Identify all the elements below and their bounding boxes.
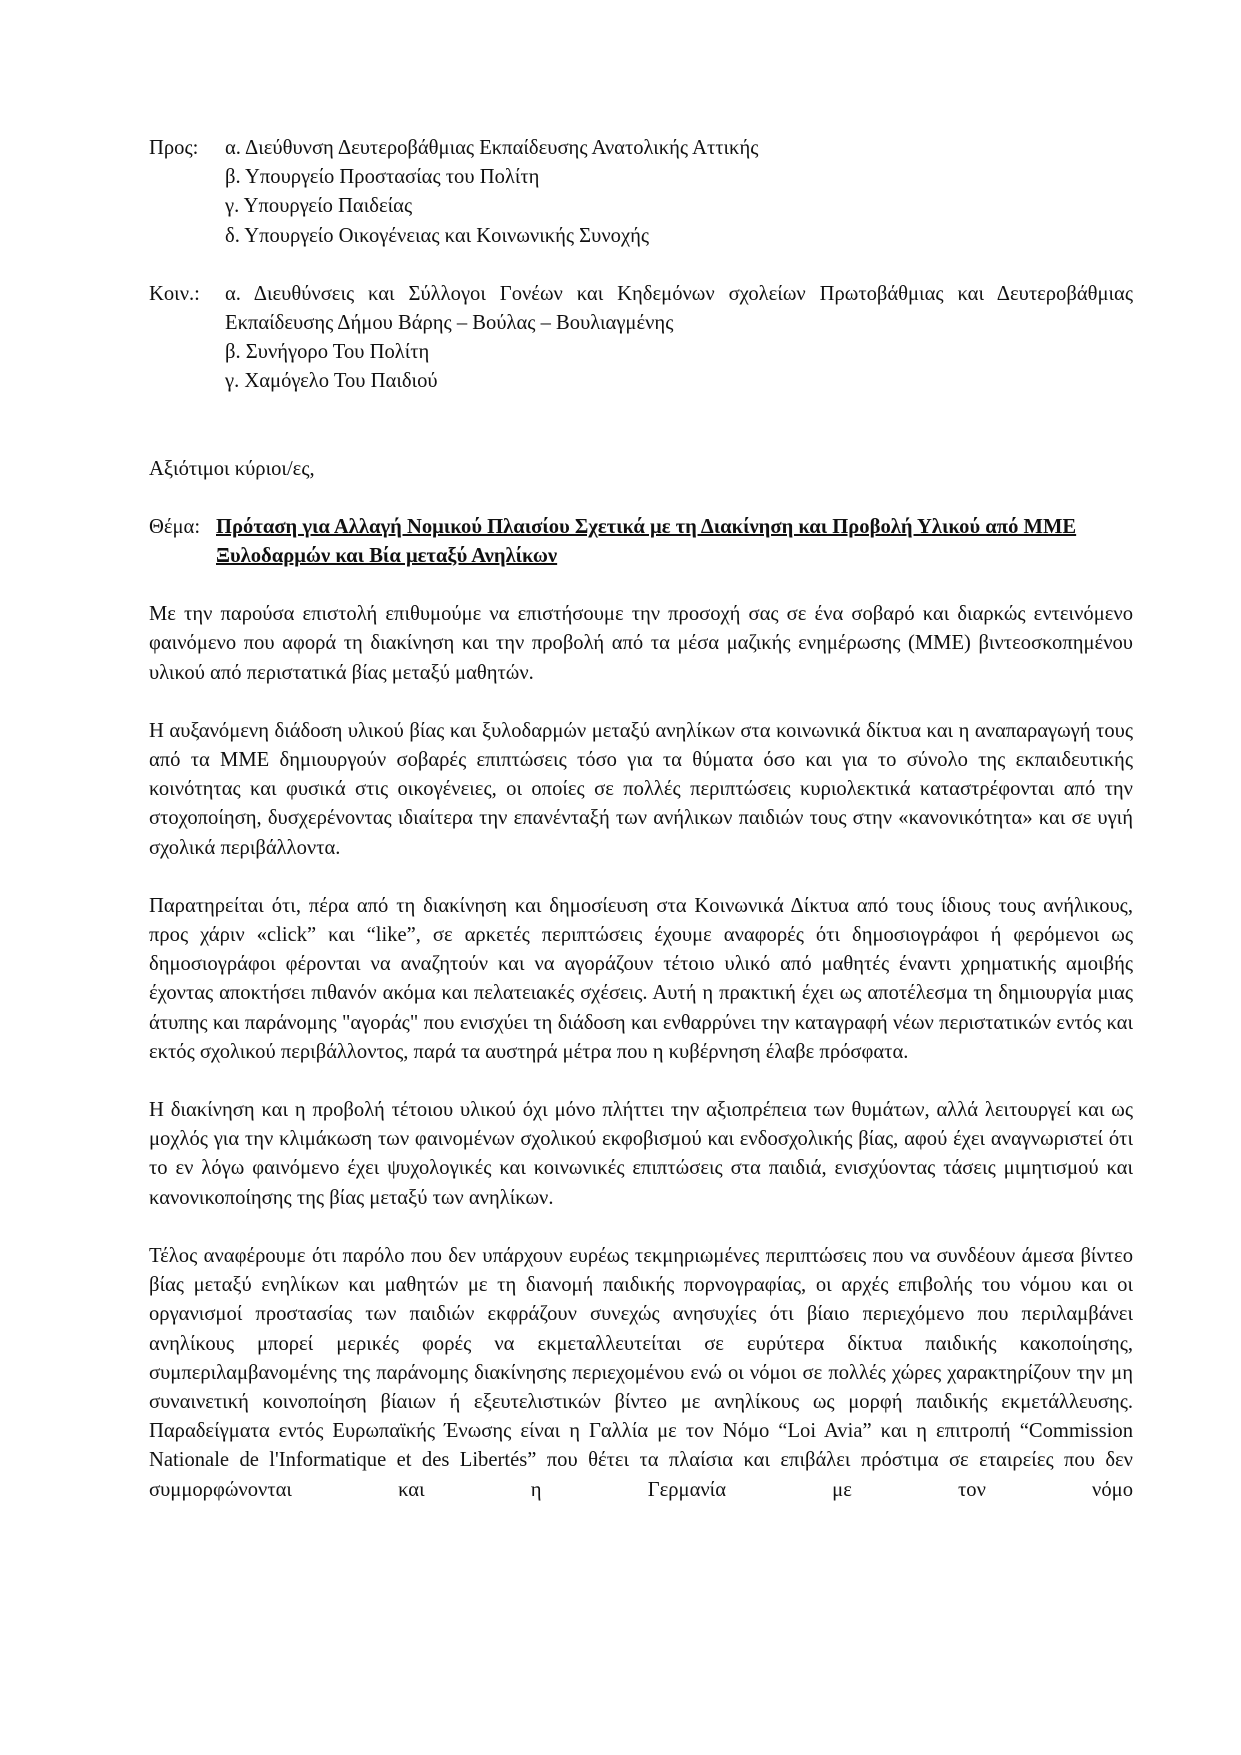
cc-item: γ. Χαμόγελο Του Παιδιού [225,370,438,393]
body-paragraph: Με την παρούσα επιστολή επιθυμούμε να επιστήσουμε την προσοχή σας σε ένα σοβαρό και διαρκώς εντεινόμενο φαινόμενο που αφορά τη διακίνηση και την προβολή από τα μέσα μαζικής ενημέρωσης (ΜΜΕ) βιντεοσκοπημένου υλικού από περιστατικά βίας μεταξύ μαθητών. [149,603,1133,684]
to-list [225,134,1133,251]
to-item: α. Διεύθυνση Δευτεροβάθμιας Εκπαίδευσης Ανατολικής Αττικής [225,137,759,159]
cc-label: Κοιν.: [149,282,200,305]
to-block [149,134,1133,251]
subject-text: Πρόταση για Αλλαγή Νομικού Πλαισίου Σχετικά με τη Διακίνηση και Προβολή Υλικού από ΜΜΕ Ξυλοδαρμών και Βία μεταξύ Ανηλίκων [216,515,1077,568]
subject-label: Θέμα: [149,515,201,538]
document-page [149,134,1133,1505]
to-item: β. Υπουργείο Προστασίας του Πολίτη [225,166,540,189]
to-label: Προς: [149,137,199,159]
cc-block [149,280,1133,397]
subject-line [149,513,1133,571]
cc-item: α. Διευθύνσεις και Σύλλογοι Γονέων και Κηδεμόνων σχολείων Πρωτοβάθμιας και Δευτεροβάθμιας Εκπαίδευσης Δήμου Βάρης – Βούλας – Βουλιαγμένης [225,282,1133,335]
cc-item: β. Συνήγορο Του Πολίτη [225,341,430,364]
body-paragraph: Η αυξανόμενη διάδοση υλικού βίας και ξυλοδαρμών μεταξύ ανηλίκων στα κοινωνικά δίκτυα και η αναπαραγωγή τους από τα ΜΜΕ δημιουργούν σοβαρές επιπτώσεις τόσο για τα θύματα όσο και για το σύνολο της εκπαιδευτικής κοινότητας και φυσικά στις οικογένειες, οι οποίες σε πολλές περιπτώσεις κυριολεκτικά καταστρέφονται από την στοχοποίηση, δυσχερένοντας ιδιαίτερα την επανένταξή των ανήλικων παιδιών τους στην «κανονικότητα» και σε υγιή σχολικά περιβάλλοντα. [149,719,1133,859]
body-paragraph: Παρατηρείται ότι, πέρα από τη διακίνηση και δημοσίευση στα Κοινωνικά Δίκτυα από τους ίδιους τους ανήλικους, προς χάριν «click” και “like”, σε αρκετές περιπτώσεις έχουμε αναφορές ότι δημοσιογράφοι ή φερόμενοι ως δημοσιογράφοι φέρονται να αναζητούν και να αγοράζουν τέτοιο υλικό από μαθητές έναντι χρηματικής αμοιβής έχοντας αποκτήσει πιθανόν ακόμα και πελατειακές σχέσεις. Αυτή η πρακτική έχει ως αποτέλεσμα τη δημιουργία μιας άτυπης και παράνομης "αγοράς" που ενισχύει τη διάδοση και ενθαρρύνει την καταγραφή νέων περιστατικών εντός και εκτός σχολικού περιβάλλοντος, παρά τα αυστηρά μέτρα που η κυβέρνηση έλαβε πρόσφατα. [149,894,1133,1063]
body-paragraph: Η διακίνηση και η προβολή τέτοιου υλικού όχι μόνο πλήττει την αξιοπρέπεια των θυμάτων, αλλά λειτουργεί και ως μοχλός για την κλιμάκωση των φαινομένων σχολικού εκφοβισμού και ενδοσχολικής βίας, αφού έχει αναγνωριστεί ότι το εν λόγω φαινόμενο έχει ψυχολογικές και κοινωνικές επιπτώσεις στα παιδιά, ενισχύοντας τάσεις μιμητισμού και κανονικοποίησης της βίας μεταξύ των ανηλίκων. [149,1099,1133,1209]
greeting: Αξιότιμοι κύριοι/ες, [149,457,315,480]
body-paragraph: Τέλος αναφέρουμε ότι παρόλο που δεν υπάρχουν ευρέως τεκμηριωμένες περιπτώσεις που να συνδέουν άμεσα βίντεο βίας μεταξύ ενηλίκων και μαθητών με τη διανομή παιδικής πορνογραφίας, οι αρχές επιβολής του νόμου και οι οργανισμοί προστασίας των παιδιών εκφράζουν συνεχώς ανησυχίες ότι βίαιο περιεχόμενο που περιλαμβάνει ανηλίκους μπορεί μερικές φορές να εκμεταλλευτείται σε ευρύτερα δίκτυα παιδικής κακοποίησης, συμπεριλαμβανομένης της παράνομης διακίνησης περιεχομένου ενώ οι νόμοι σε πολλές χώρες χαρακτηρίζουν την μη συναινετική κοινοποίηση βίαιων ή εξευτελιστικών βίντεο με ανηλίκους ως μορφή παιδικής εκμετάλλευσης. Παραδείγματα εντός Ευρωπαϊκής Ένωσης είναι η Γαλλία με τον Νόμο “Loi Avia” και η επιτροπή “Commission Nationale de l'Informatique et des Libertés” που θέτει τα πλαίσια και επιβάλει πρόστιμα σε εταιρείες που δεν συμμορφώνονται και η Γερμανία με τον νόμο [149,1244,1133,1501]
cc-list [225,280,1133,397]
to-item: δ. Υπουργείο Οικογένειας και Κοινωνικής Συνοχής [225,224,650,247]
to-item: γ. Υπουργείο Παιδείας [225,195,413,218]
